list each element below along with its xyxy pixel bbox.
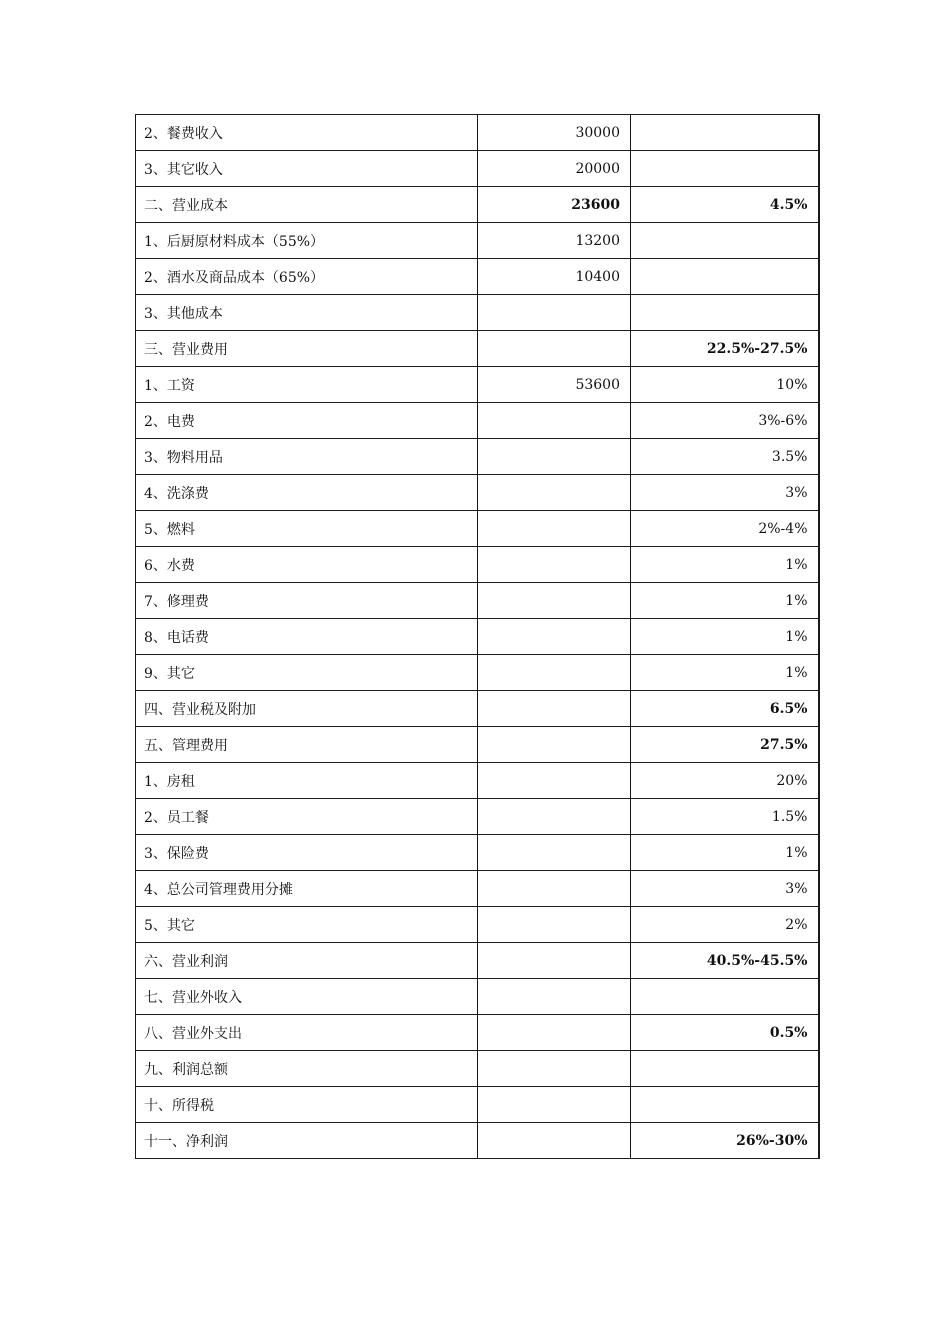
row-label: 六、营业利润 xyxy=(136,943,478,979)
row-percent xyxy=(631,979,819,1015)
row-percent: 2%-4% xyxy=(631,511,819,547)
row-percent xyxy=(631,223,819,259)
row-percent: 3% xyxy=(631,871,819,907)
row-amount xyxy=(478,511,631,547)
row-percent: 4.5% xyxy=(631,187,819,223)
row-percent: 22.5%-27.5% xyxy=(631,331,819,367)
row-amount xyxy=(478,1087,631,1123)
row-amount xyxy=(478,475,631,511)
row-percent: 40.5%-45.5% xyxy=(631,943,819,979)
row-amount xyxy=(478,799,631,835)
row-percent: 3% xyxy=(631,475,819,511)
table-row xyxy=(136,475,819,511)
row-percent: 6.5% xyxy=(631,691,819,727)
table-row xyxy=(136,115,819,151)
table-body xyxy=(136,115,819,1159)
row-amount xyxy=(478,727,631,763)
row-amount: 53600 xyxy=(478,367,631,403)
row-amount: 20000 xyxy=(478,151,631,187)
table-row xyxy=(136,655,819,691)
row-amount xyxy=(478,619,631,655)
row-label: 6、水费 xyxy=(136,547,478,583)
table-row xyxy=(136,619,819,655)
row-percent: 2% xyxy=(631,907,819,943)
row-percent: 3.5% xyxy=(631,439,819,475)
table-row xyxy=(136,1123,819,1159)
row-percent xyxy=(631,115,819,151)
row-percent: 1.5% xyxy=(631,799,819,835)
table-row xyxy=(136,691,819,727)
table-row xyxy=(136,187,819,223)
row-label: 2、电费 xyxy=(136,403,478,439)
row-percent: 1% xyxy=(631,655,819,691)
row-label: 2、员工餐 xyxy=(136,799,478,835)
table-row xyxy=(136,583,819,619)
row-label: 8、电话费 xyxy=(136,619,478,655)
row-amount xyxy=(478,583,631,619)
row-amount xyxy=(478,763,631,799)
row-amount: 30000 xyxy=(478,115,631,151)
row-label: 3、其他成本 xyxy=(136,295,478,331)
table-row xyxy=(136,799,819,835)
row-label: 八、营业外支出 xyxy=(136,1015,478,1051)
row-percent: 1% xyxy=(631,835,819,871)
row-label: 四、营业税及附加 xyxy=(136,691,478,727)
row-label: 五、管理费用 xyxy=(136,727,478,763)
row-amount: 10400 xyxy=(478,259,631,295)
table-row xyxy=(136,1015,819,1051)
income-statement-table xyxy=(135,114,820,1159)
row-percent xyxy=(631,259,819,295)
row-percent: 10% xyxy=(631,367,819,403)
row-label: 3、物料用品 xyxy=(136,439,478,475)
table-row xyxy=(136,835,819,871)
row-amount xyxy=(478,1051,631,1087)
row-percent xyxy=(631,295,819,331)
table-row xyxy=(136,403,819,439)
row-percent: 0.5% xyxy=(631,1015,819,1051)
row-amount xyxy=(478,943,631,979)
table-row xyxy=(136,259,819,295)
table-row xyxy=(136,367,819,403)
row-label: 1、房租 xyxy=(136,763,478,799)
row-amount xyxy=(478,691,631,727)
table-row xyxy=(136,547,819,583)
table-row xyxy=(136,727,819,763)
row-label: 十一、净利润 xyxy=(136,1123,478,1159)
row-amount xyxy=(478,979,631,1015)
table-row xyxy=(136,151,819,187)
row-percent: 26%-30% xyxy=(631,1123,819,1159)
row-percent: 1% xyxy=(631,547,819,583)
table-row xyxy=(136,1051,819,1087)
row-label: 三、营业费用 xyxy=(136,331,478,367)
row-label: 七、营业外收入 xyxy=(136,979,478,1015)
row-amount xyxy=(478,403,631,439)
row-amount xyxy=(478,655,631,691)
row-label: 2、酒水及商品成本（65%） xyxy=(136,259,478,295)
row-label: 3、其它收入 xyxy=(136,151,478,187)
row-label: 4、总公司管理费用分摊 xyxy=(136,871,478,907)
row-amount: 23600 xyxy=(478,187,631,223)
row-label: 5、燃料 xyxy=(136,511,478,547)
row-percent xyxy=(631,151,819,187)
row-label: 9、其它 xyxy=(136,655,478,691)
row-amount xyxy=(478,439,631,475)
table-row xyxy=(136,223,819,259)
row-amount xyxy=(478,295,631,331)
table-row xyxy=(136,907,819,943)
table-row xyxy=(136,331,819,367)
row-percent: 3%-6% xyxy=(631,403,819,439)
table-row xyxy=(136,439,819,475)
row-amount xyxy=(478,871,631,907)
table-row xyxy=(136,943,819,979)
row-amount xyxy=(478,547,631,583)
row-amount xyxy=(478,907,631,943)
table-row xyxy=(136,871,819,907)
row-amount xyxy=(478,331,631,367)
row-label: 5、其它 xyxy=(136,907,478,943)
row-label: 十、所得税 xyxy=(136,1087,478,1123)
row-percent: 20% xyxy=(631,763,819,799)
row-label: 3、保险费 xyxy=(136,835,478,871)
row-label: 1、后厨原材料成本（55%） xyxy=(136,223,478,259)
row-percent xyxy=(631,1087,819,1123)
row-percent: 27.5% xyxy=(631,727,819,763)
row-amount xyxy=(478,1015,631,1051)
row-label: 二、营业成本 xyxy=(136,187,478,223)
row-label: 九、利润总额 xyxy=(136,1051,478,1087)
table-row xyxy=(136,511,819,547)
table-row xyxy=(136,979,819,1015)
row-label: 4、洗涤费 xyxy=(136,475,478,511)
row-percent xyxy=(631,1051,819,1087)
table-row xyxy=(136,295,819,331)
row-amount: 13200 xyxy=(478,223,631,259)
row-amount xyxy=(478,1123,631,1159)
row-label: 1、工资 xyxy=(136,367,478,403)
table-row xyxy=(136,1087,819,1123)
row-label: 2、餐费收入 xyxy=(136,115,478,151)
row-amount xyxy=(478,835,631,871)
row-percent: 1% xyxy=(631,583,819,619)
table-row xyxy=(136,763,819,799)
row-label: 7、修理费 xyxy=(136,583,478,619)
row-percent: 1% xyxy=(631,619,819,655)
